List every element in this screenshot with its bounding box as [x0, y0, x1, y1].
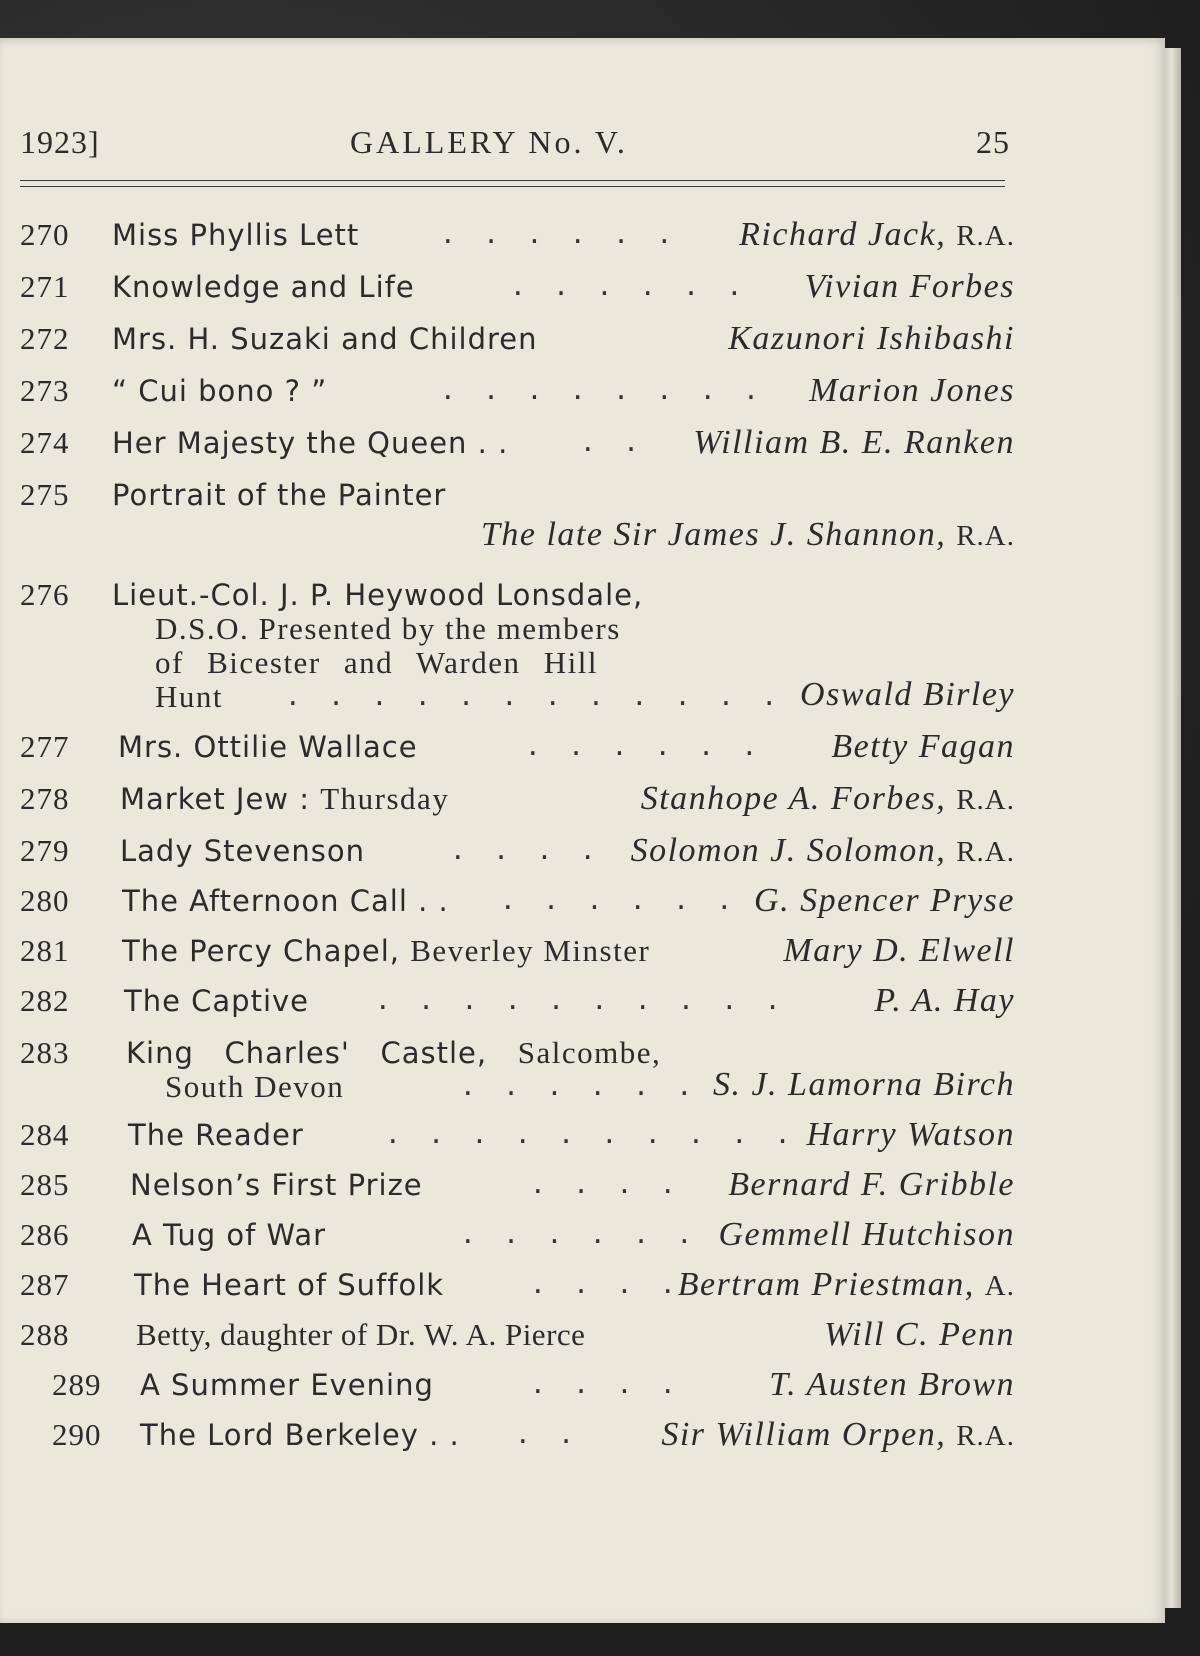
entry-number: 289 — [52, 1367, 102, 1402]
entry-title: Lady Stevenson — [120, 834, 365, 868]
catalogue-page — [0, 38, 1165, 1623]
entry-title-part: Beverley Minster — [410, 933, 651, 968]
artist-name: Richard Jack, — [739, 216, 947, 253]
entry-number: 270 — [20, 217, 70, 252]
entry-title: Mrs. H. Suzaki and Children — [112, 322, 538, 356]
artist-name: The late Sir James J. Shannon, — [480, 516, 947, 553]
artist-name: Marion Jones — [809, 372, 1015, 409]
entry-number: 274 — [20, 425, 70, 460]
leader-dots: . . — [515, 1420, 580, 1450]
artist-name: S. J. Lamorna Birch — [712, 1066, 1015, 1103]
entry-number: 280 — [20, 883, 70, 918]
artist-suffix: R.A. — [956, 784, 1015, 816]
entry-title-part: The Percy Chapel, — [122, 934, 400, 968]
leader-dots: . . . . — [450, 836, 602, 866]
entry-artist — [678, 1268, 1015, 1303]
entry-title — [122, 934, 650, 968]
entry-title: Lieut.-Col. J. P. Heywood Lonsdale, — [112, 578, 644, 612]
page-number: 25 — [976, 124, 1010, 160]
leader-dots: . . . . . . . . . . — [375, 986, 787, 1016]
artist-name: Solomon J. Solomon, — [630, 832, 947, 869]
leader-dots: . . . . . . . . — [440, 376, 765, 406]
entry-number: 286 — [20, 1217, 70, 1252]
entry-title: The Reader — [128, 1118, 304, 1152]
artist-name: Betty Fagan — [831, 728, 1015, 765]
entry-artist — [807, 1118, 1016, 1153]
artist-name: William B. E. Ranken — [693, 424, 1015, 461]
entry-number: 273 — [20, 373, 70, 408]
entry-number: 275 — [20, 477, 70, 512]
entry-number: 285 — [20, 1167, 70, 1202]
artist-name: Harry Watson — [806, 1116, 1015, 1153]
entry-artist — [783, 934, 1015, 969]
header-rule — [20, 180, 1005, 181]
entry-title-part: King Charles' Castle, — [126, 1036, 488, 1070]
entry-title-part: Salcombe, — [517, 1035, 662, 1070]
artist-suffix: R.A. — [956, 1420, 1015, 1452]
entry-title-continued: D.S.O. Presented by the members — [155, 611, 621, 646]
entry-number: 283 — [20, 1035, 70, 1070]
artist-name: Will C. Penn — [824, 1316, 1015, 1353]
entry-number: 281 — [20, 933, 70, 968]
header-rule — [20, 186, 1005, 187]
artist-name: Gemmell Hutchison — [718, 1216, 1015, 1253]
entry-title: Miss Phyllis Lett — [112, 218, 360, 252]
entry-title: A Tug of War — [132, 1218, 327, 1252]
entry-title: The Afternoon Call . . — [122, 884, 449, 918]
entry-artist — [809, 374, 1015, 409]
header-year: 1923] — [20, 124, 100, 160]
entry-title — [120, 782, 449, 816]
leader-dots: . . . . — [530, 1270, 682, 1300]
leader-dots: . . . . . . — [525, 732, 764, 762]
leader-dots: . . . . — [530, 1170, 682, 1200]
artist-suffix: A. — [984, 1270, 1015, 1302]
entry-number: 276 — [20, 577, 70, 612]
entry-artist — [754, 884, 1015, 919]
entry-title-continued: Hunt — [155, 679, 223, 714]
entry-title-continued: of Bicester and Warden Hill — [155, 645, 598, 680]
artist-name: Stanhope A. Forbes, — [640, 780, 947, 817]
entry-number: 277 — [20, 729, 70, 764]
entry-artist — [728, 322, 1015, 357]
catalogue-entry — [20, 1036, 1015, 1116]
entry-artist — [769, 1368, 1015, 1403]
entry-number: 287 — [20, 1267, 70, 1302]
entry-number: 288 — [20, 1317, 70, 1352]
entry-number: 271 — [20, 269, 70, 304]
entry-number: 290 — [52, 1417, 102, 1452]
entry-artist — [800, 678, 1015, 712]
entry-artist — [641, 782, 1015, 817]
entry-artist — [718, 1218, 1015, 1253]
artist-name: Vivian Forbes — [804, 268, 1015, 305]
entry-artist — [739, 218, 1015, 253]
entry-title: “ Cui bono ? ” — [112, 374, 328, 408]
entry-number: 284 — [20, 1117, 70, 1152]
leader-dots: . . . . — [530, 1370, 682, 1400]
artist-suffix: R.A. — [956, 220, 1015, 252]
entry-title-continued: South Devon — [165, 1069, 345, 1104]
artist-suffix: R.A. — [956, 836, 1015, 868]
artist-suffix: R.A. — [956, 520, 1015, 552]
leader-dots: . . . . . . — [510, 272, 749, 302]
leader-dots: . . . . . . — [440, 220, 679, 250]
entry-title-part: Market Jew : — [120, 782, 311, 816]
artist-name: Bernard F. Gribble — [728, 1166, 1015, 1203]
page-title: GALLERY No. V. — [350, 124, 628, 160]
entry-artist — [728, 1168, 1015, 1203]
entry-title: Mrs. Ottilie Wallace — [118, 730, 418, 764]
entry-title: Portrait of the Painter — [112, 478, 447, 512]
entry-number: 282 — [20, 983, 70, 1018]
artist-name: Bertram Priestman, — [677, 1266, 975, 1303]
leader-dots: . . . . . . — [500, 886, 739, 916]
entry-title: Her Majesty the Queen . . — [112, 426, 509, 460]
entry-artist — [831, 730, 1015, 765]
entry-artist — [713, 1068, 1015, 1102]
entry-title: The Heart of Suffolk — [134, 1268, 445, 1302]
entry-title: Knowledge and Life — [112, 270, 415, 304]
entry-title: Nelson’s First Prize — [130, 1168, 423, 1202]
entry-title: The Captive — [124, 984, 310, 1018]
artist-name: T. Austen Brown — [769, 1366, 1015, 1403]
leader-dots: . . . . . . — [460, 1072, 699, 1102]
catalogue-entry — [20, 578, 1015, 718]
entry-number: 278 — [20, 781, 70, 816]
leader-dots: . . . . . . — [460, 1220, 699, 1250]
entry-artist — [804, 270, 1015, 305]
artist-name: Sir William Orpen, — [661, 1416, 947, 1453]
artist-name: Oswald Birley — [800, 676, 1015, 713]
page-edge — [1165, 48, 1181, 1608]
entry-artist — [874, 984, 1015, 1019]
entry-title: The Lord Berkeley . . — [140, 1418, 460, 1452]
entry-title: A Summer Evening — [140, 1368, 434, 1402]
catalogue-entry — [20, 478, 1015, 568]
artist-name: P. A. Hay — [874, 982, 1015, 1019]
artist-name: Kazunori Ishibashi — [728, 320, 1015, 357]
entry-title-part: Thursday — [320, 781, 450, 816]
leader-dots: . . — [580, 428, 645, 458]
running-head — [20, 116, 1010, 166]
leader-dots: . . . . . . . . . . . . — [285, 682, 784, 712]
entry-artist — [661, 1418, 1015, 1453]
entry-artist — [631, 834, 1015, 869]
artist-name: Mary D. Elwell — [783, 932, 1015, 969]
entry-title: Betty, daughter of Dr. W. A. Pierce — [136, 1317, 586, 1352]
entry-title — [126, 1036, 661, 1070]
entry-number: 279 — [20, 833, 70, 868]
entry-artist — [693, 426, 1015, 461]
entry-artist — [824, 1318, 1015, 1353]
leader-dots: . . . . . . . . . . — [385, 1120, 797, 1150]
entry-number: 272 — [20, 321, 70, 356]
entry-artist — [481, 518, 1015, 553]
artist-name: G. Spencer Pryse — [754, 882, 1015, 919]
